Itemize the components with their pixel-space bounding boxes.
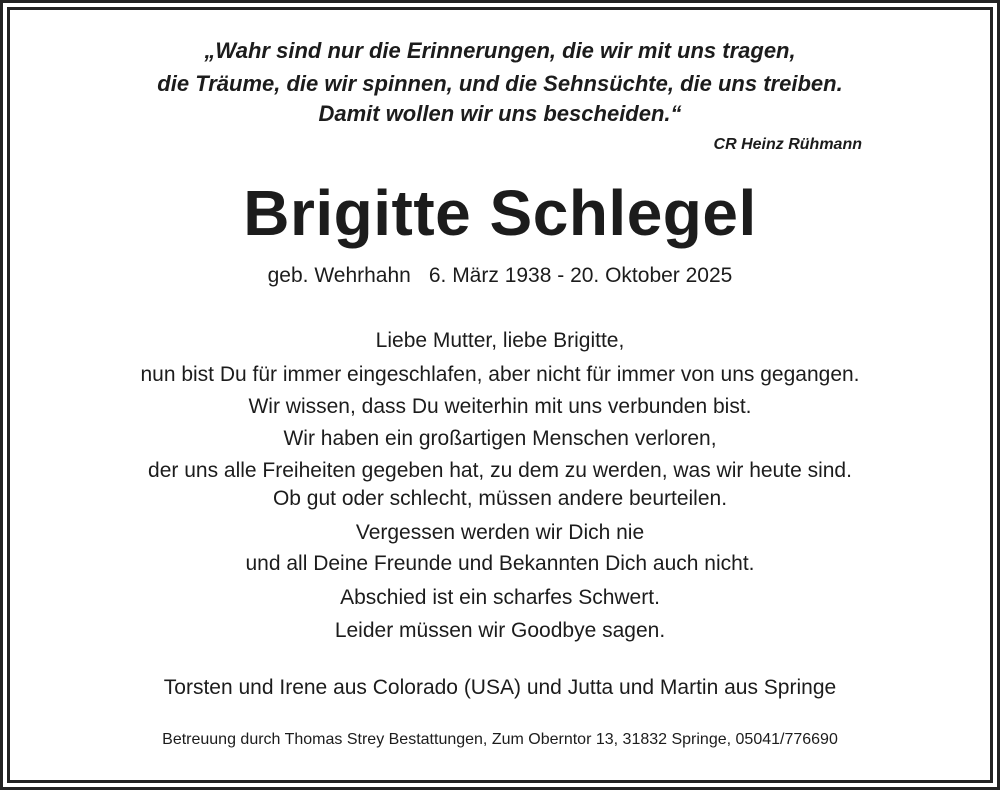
quote-line: „Wahr sind nur die Erinnerungen, die wir mit uns tragen,	[204, 38, 796, 63]
text-line: und all Deine Freunde und Bekannten Dich auch nicht.	[245, 552, 755, 575]
quote-line: Damit wollen wir uns bescheiden.“	[318, 101, 682, 126]
funeral-home-footer: Betreuung durch Thomas Strey Bestattungen, Zum Oberntor 13, 31832 Springe, 05041/776690	[162, 731, 838, 748]
text-line: der uns alle Freiheiten gegeben hat, zu dem zu werden, was wir heute sind.	[148, 459, 852, 482]
dates: 6. März 1938 - 20. Oktober 2025	[428, 264, 733, 287]
mourners: Torsten und Irene aus Colorado (USA) und Jutta und Martin aus Springe	[163, 676, 837, 699]
deceased-name: Brigitte Schlegel	[243, 177, 757, 249]
text-line: Vergessen werden wir Dich nie	[355, 521, 645, 544]
life-dates	[0, 264, 1000, 288]
text-line: Wir haben ein großartigen Menschen verloren,	[283, 427, 717, 450]
text-line: nun bist Du für immer eingeschlafen, aber nicht für immer von uns gegangen.	[140, 363, 860, 386]
text-line: Liebe Mutter, liebe Brigitte,	[375, 329, 625, 352]
quote-line: die Träume, die wir spinnen, und die Sehnsüchte, die uns treiben.	[157, 71, 843, 96]
text-line: Leider müssen wir Goodbye sagen.	[334, 619, 666, 642]
text-line: Wir wissen, dass Du weiterhin mit uns verbunden bist.	[248, 395, 752, 418]
quote-author: CR Heinz Rühmann	[713, 136, 862, 153]
birth-name: geb. Wehrhahn	[267, 264, 411, 287]
text-line: Ob gut oder schlecht, müssen andere beurteilen.	[272, 487, 728, 510]
text-line: Abschied ist ein scharfes Schwert.	[340, 586, 660, 609]
